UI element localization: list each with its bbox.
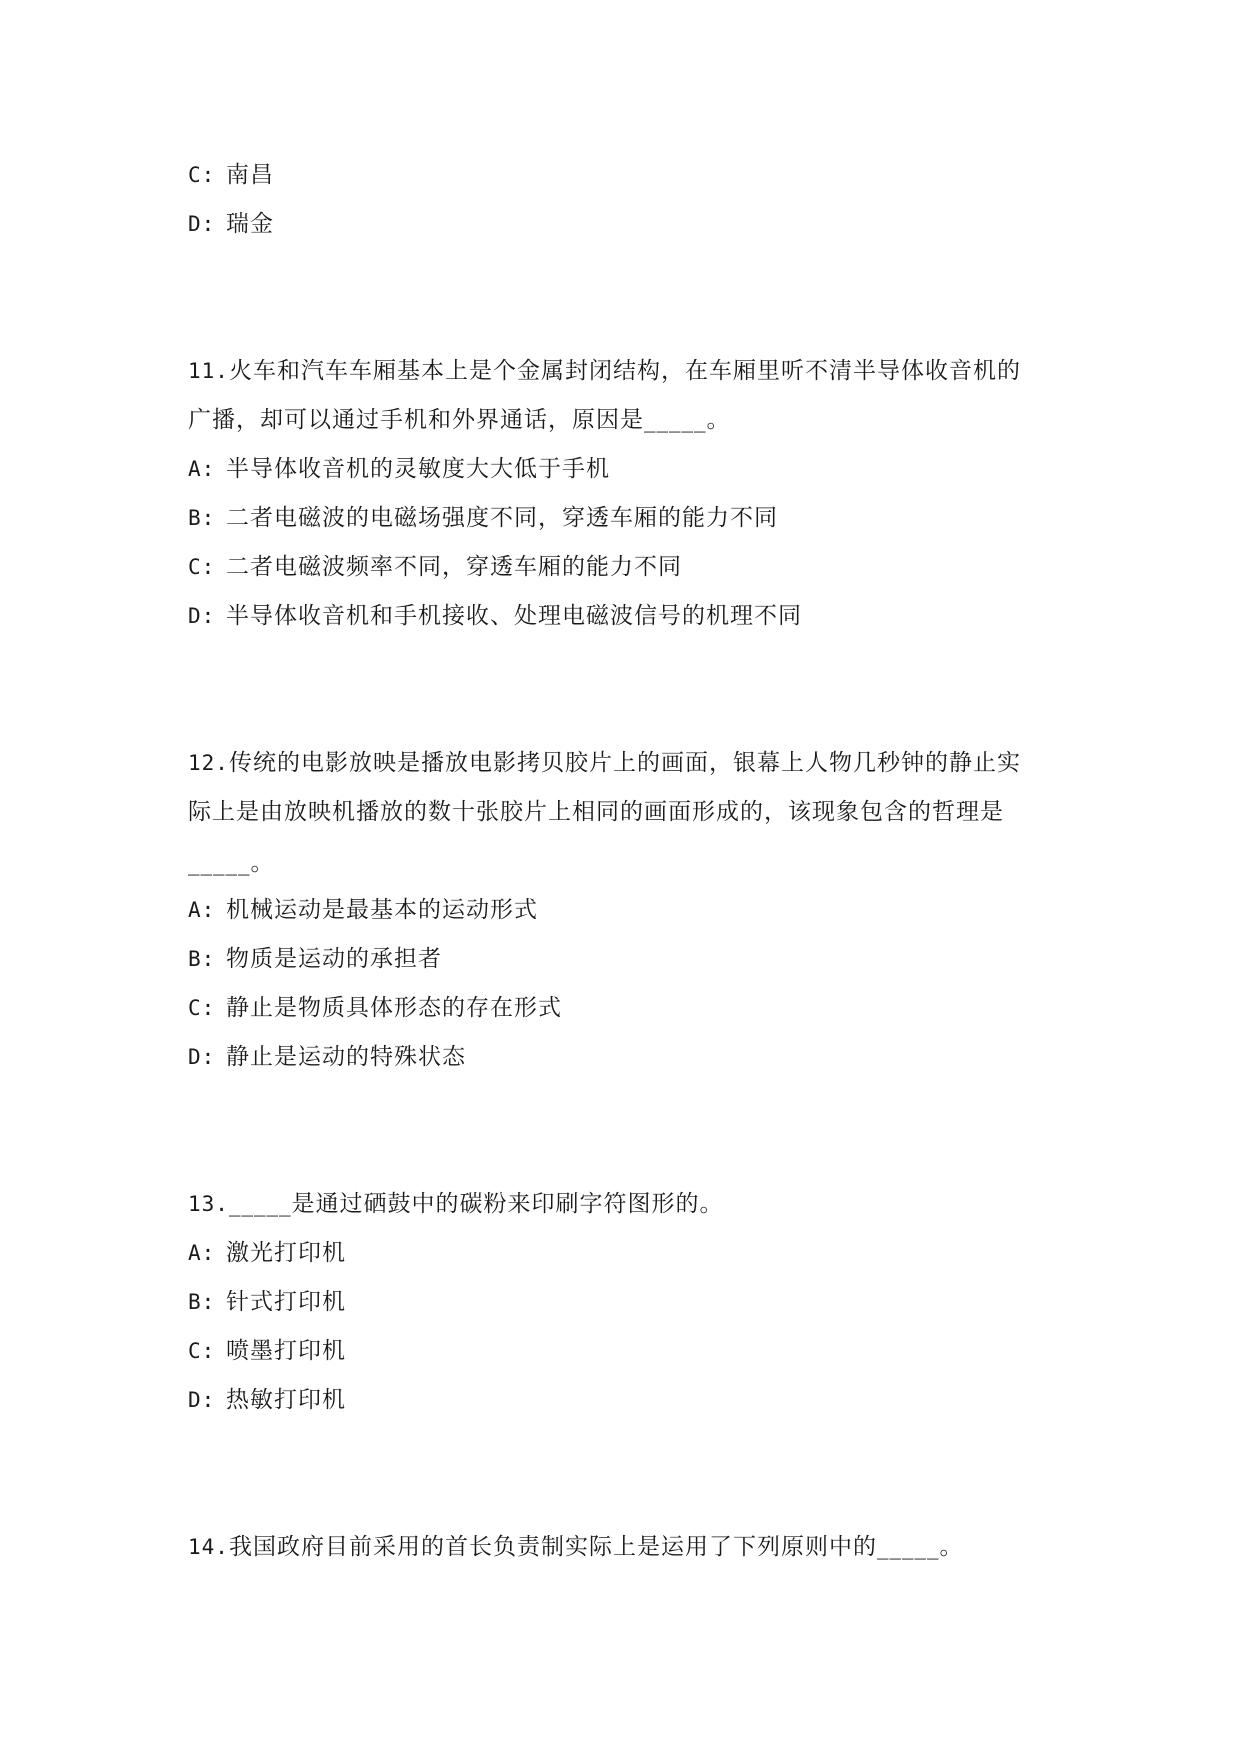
q13-stem-line1	[188, 1187, 1068, 1221]
question-text: 火车和汽车车厢基本上是个金属封闭结构，在车厢里听不清半导体收音机的	[228, 358, 1021, 384]
q13-option-d	[188, 1383, 1068, 1417]
option-label: C:	[188, 1339, 216, 1363]
option-text: 激光打印机	[226, 1240, 346, 1266]
q13-option-c	[188, 1334, 1068, 1368]
option-text: 热敏打印机	[226, 1387, 346, 1413]
option-label: B:	[188, 1290, 216, 1314]
option-text: 半导体收音机的灵敏度大大低于手机	[226, 456, 610, 482]
option-label: B:	[188, 947, 216, 971]
option-text: 瑞金	[226, 211, 274, 237]
question-text: _____。	[188, 850, 275, 876]
option-text: 针式打印机	[226, 1289, 346, 1315]
option-label: B:	[188, 506, 216, 530]
question-number: 14.	[188, 1535, 229, 1559]
option-label: A:	[188, 898, 216, 922]
option-label: D:	[188, 212, 216, 236]
q11-option-a	[188, 452, 1068, 486]
question-text: 际上是由放映机播放的数十张胶片上相同的画面形成的，该现象包含的哲理是	[188, 799, 1004, 825]
q10-option-d	[188, 207, 1068, 241]
question-number: 13.	[188, 1192, 229, 1216]
q12-stem-line3	[188, 846, 1068, 880]
q12-stem-line2	[188, 795, 1068, 829]
q11-stem-line2	[188, 403, 1068, 437]
option-text: 物质是运动的承担者	[226, 946, 442, 972]
option-label: D:	[188, 604, 216, 628]
question-number: 11.	[188, 359, 229, 383]
option-text: 半导体收音机和手机接收、处理电磁波信号的机理不同	[226, 603, 802, 629]
option-text: 喷墨打印机	[226, 1338, 346, 1364]
q12-stem-line1	[188, 746, 1068, 780]
option-label: C:	[188, 555, 216, 579]
option-text: 南昌	[226, 162, 274, 188]
q13-option-a	[188, 1236, 1068, 1270]
question-text: 广播，却可以通过手机和外界通话，原因是_____。	[188, 407, 731, 433]
q13-option-b	[188, 1285, 1068, 1319]
option-label: D:	[188, 1045, 216, 1069]
question-text: 我国政府目前采用的首长负责制实际上是运用了下列原则中的_____。	[228, 1534, 964, 1560]
q11-stem-line1	[188, 354, 1068, 388]
q11-option-b	[188, 501, 1068, 535]
q12-option-c	[188, 991, 1068, 1025]
q11-option-d	[188, 599, 1068, 633]
option-text: 静止是物质具体形态的存在形式	[226, 995, 562, 1021]
option-label: A:	[188, 1241, 216, 1265]
q12-option-b	[188, 942, 1068, 976]
q12-option-a	[188, 893, 1068, 927]
option-text: 机械运动是最基本的运动形式	[226, 897, 538, 923]
option-label: C:	[188, 163, 216, 187]
option-text: 静止是运动的特殊状态	[226, 1044, 466, 1070]
option-text: 二者电磁波的电磁场强度不同，穿透车厢的能力不同	[226, 505, 778, 531]
q12-option-d	[188, 1040, 1068, 1074]
option-label: D:	[188, 1388, 216, 1412]
q11-option-c	[188, 550, 1068, 584]
option-label: A:	[188, 457, 216, 481]
question-text: _____是通过硒鼓中的碳粉来印刷字符图形的。	[228, 1191, 724, 1217]
q14-stem-line1	[188, 1530, 1068, 1564]
question-number: 12.	[188, 751, 229, 775]
option-label: C:	[188, 996, 216, 1020]
q10-option-c	[188, 158, 1068, 192]
question-text: 传统的电影放映是播放电影拷贝胶片上的画面，银幕上人物几秒钟的静止实	[228, 750, 1021, 776]
option-text: 二者电磁波频率不同，穿透车厢的能力不同	[226, 554, 682, 580]
